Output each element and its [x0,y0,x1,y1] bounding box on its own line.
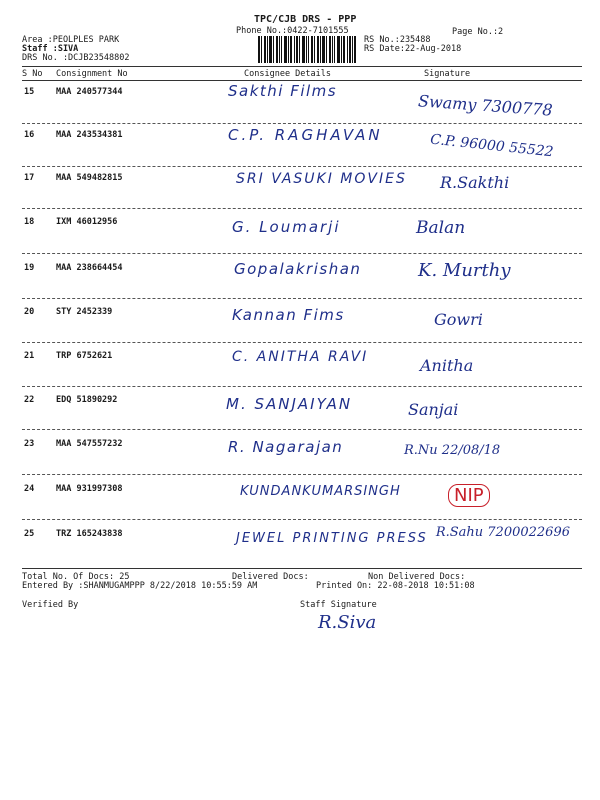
row-consignment: IXM 46012956 [56,217,118,227]
row-sno: 19 [24,263,35,273]
row-divider [22,208,582,209]
signature-handwriting: Balan [416,218,466,238]
consignee-handwriting: C. ANITHA RAVI [232,349,369,365]
rs-number: RS No.:235488 [364,35,431,45]
signature-handwriting: C.P. 96000 55522 [429,131,555,161]
barcode-image [258,36,356,63]
signature-handwriting: Anitha [420,356,474,375]
consignee-handwriting: M. SANJAIYAN [226,395,353,413]
row-sno: 24 [24,484,35,494]
signature-handwriting: R.Sakthi [440,173,510,192]
drs-number: DRS No. :DCJB23548802 [22,53,130,63]
consignee-handwriting: Sakthi Films [228,82,338,100]
signature-handwriting: Swamy 7300778 [417,91,554,120]
staff-label: Staff :SIVA [22,44,79,54]
consignee-handwriting: KUNDANKUMARSINGH [240,484,401,499]
consignee-handwriting: G. Loumarji [232,218,341,236]
row-consignment: MAA 931997308 [56,484,123,494]
row-consignment: TRZ 165243838 [56,529,123,539]
verified-by: Verified By [22,600,79,610]
column-signature: Signature [424,69,471,79]
staff-signature: R.Siva [318,612,377,633]
row-divider [22,123,582,124]
row-divider [22,342,582,343]
header-rule-bottom [22,80,582,81]
signature-handwriting: Gowri [434,310,483,329]
column-consignment: Consignment No [56,69,128,79]
row-sno: 25 [24,529,35,539]
printed-on: Printed On: 22-08-2018 10:51:08 [316,581,475,591]
row-consignment: MAA 238664454 [56,263,123,273]
row-consignment: STY 2452339 [56,307,113,317]
row-divider [22,253,582,254]
row-consignment: MAA 549482815 [56,173,123,183]
column-sno: S No [22,69,43,79]
header-rule-top [22,66,582,67]
row-divider [22,519,582,520]
row-sno: 21 [24,351,35,361]
non-delivered-docs: Non Delivered Docs: [368,572,466,582]
entered-by: Entered By :SHANMUGAMPPP 8/22/2018 10:55:59 AM [22,581,258,591]
total-docs: Total No. Of Docs: 25 [22,572,130,582]
row-sno: 22 [24,395,35,405]
consignee-handwriting: JEWEL PRINTING PRESS [236,531,428,546]
row-consignment: TRP 6752621 [56,351,113,361]
rs-date: RS Date:22-Aug-2018 [364,44,462,54]
row-divider [22,474,582,475]
row-sno: 17 [24,173,35,183]
row-sno: 15 [24,87,35,97]
area-label: Area :PEOLPLES PARK [22,35,120,45]
consignee-handwriting: Kannan Fims [232,306,345,324]
signature-handwriting: Sanjai [408,400,459,419]
consignee-handwriting: C.P. RAGHAVAN [228,126,383,144]
row-divider [22,298,582,299]
row-sno: 23 [24,439,35,449]
signature-handwriting: R.Nu 22/08/18 [404,443,501,458]
row-divider [22,386,582,387]
row-sno: 18 [24,217,35,227]
page-number: Page No.:2 [452,27,504,37]
consignee-handwriting: R. Nagarajan [228,438,344,456]
phone-number: Phone No.:0422-7101555 [236,26,349,36]
row-consignment: EDQ 51890292 [56,395,118,405]
row-divider [22,166,582,167]
row-consignment: MAA 243534381 [56,130,123,140]
document-title: TPC/CJB DRS - PPP [254,14,357,25]
footer-rule [22,568,582,569]
signature-handwriting: R.Sahu 7200022696 [435,525,570,540]
staff-signature-label: Staff Signature [300,600,377,610]
consignee-handwriting: SRI VASUKI MOVIES [236,171,407,187]
row-sno: 20 [24,307,35,317]
column-consignee: Consignee Details [244,69,331,79]
consignee-handwriting: Gopalakrishan [234,260,362,278]
row-divider [22,429,582,430]
row-consignment: MAA 547557232 [56,439,123,449]
delivered-docs: Delivered Docs: [232,572,309,582]
row-consignment: MAA 240577344 [56,87,123,97]
nip-stamp: NIP [448,484,490,507]
row-sno: 16 [24,130,35,140]
signature-handwriting: K. Murthy [418,260,511,281]
